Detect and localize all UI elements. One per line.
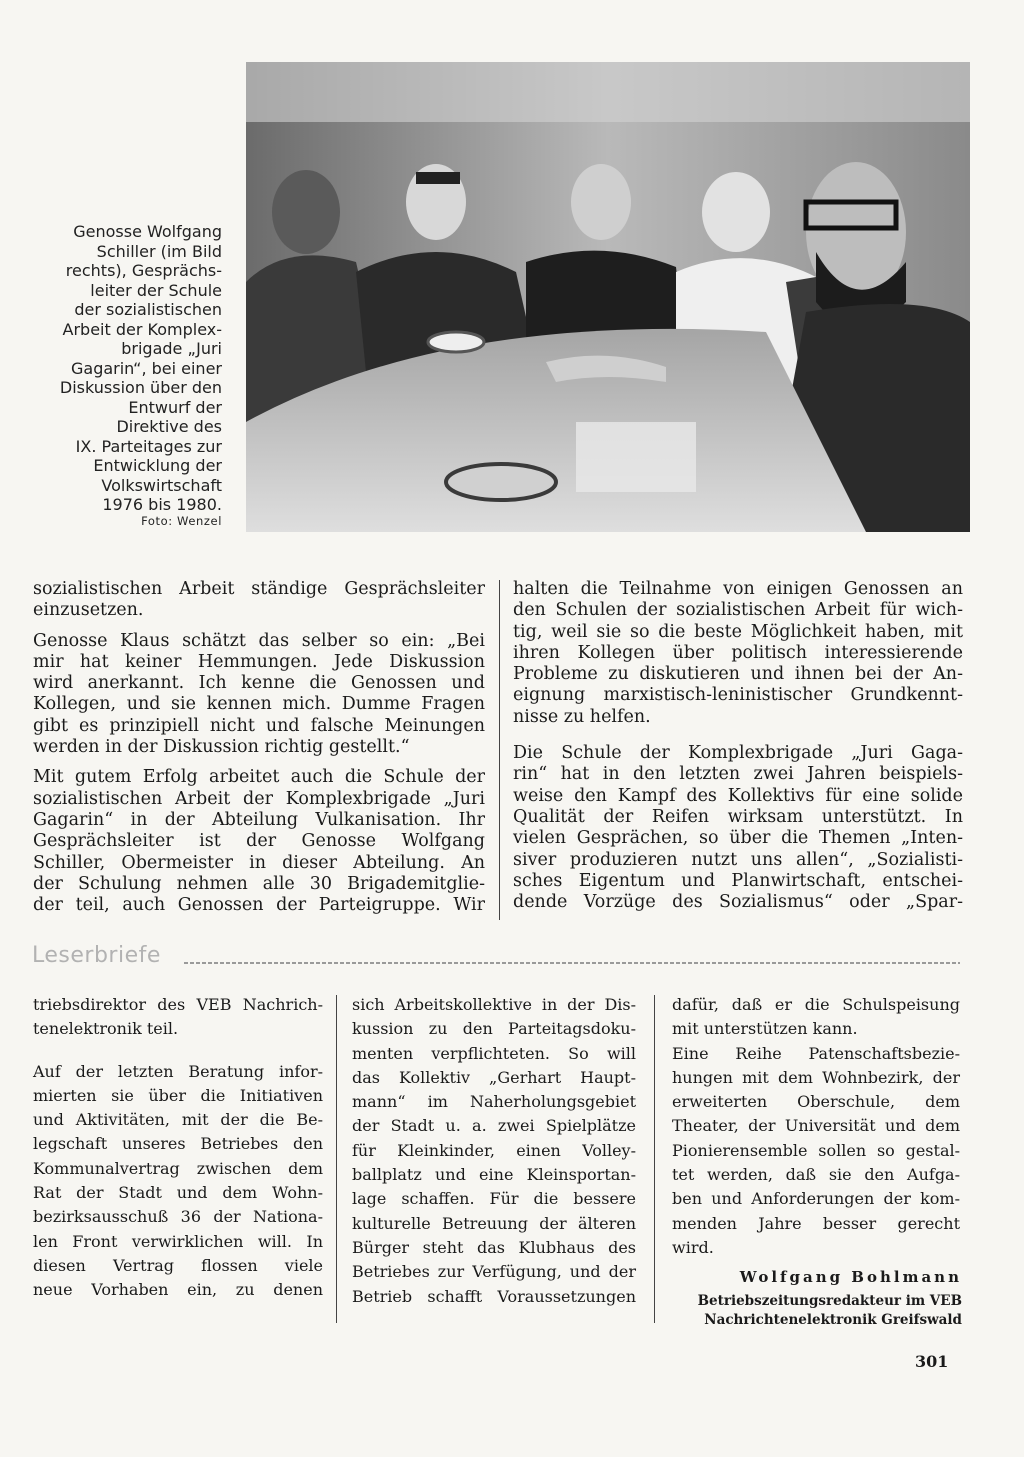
text-line: der Schulung nehmen alle 30 Brigademitglie- [33, 873, 485, 894]
text-line: hungen mit dem Wohnbezirk, der [672, 1067, 960, 1087]
text-line: ben und Anforderungen der kom- [672, 1189, 960, 1209]
text-line: gibt es prinzipiell nicht und falsche Meinungen [33, 715, 485, 736]
author-role [652, 1292, 962, 1330]
text-line: kulturelle Betreuung der älteren [352, 1213, 636, 1233]
paragraph [672, 993, 960, 1042]
text-line: der teil, auch Genossen der Parteigruppe. Wir [33, 895, 485, 916]
text-line: menden Jahre besser gerecht [672, 1213, 960, 1233]
text-line: tig, weil sie so die beste Möglichkeit haben, mit [513, 621, 963, 642]
text-line: vielen Gesprächen, so über die Themen „Inten- [513, 828, 963, 849]
text-line: ballplatz und eine Kleinsportan- [352, 1165, 636, 1185]
text-line: Auf der letzten Beratung infor- [33, 1061, 323, 1081]
paragraph [33, 993, 323, 1042]
paragraph [33, 767, 485, 916]
text-line: Qualität der Reifen wirksam unterstützt. In [513, 806, 963, 827]
column-divider [336, 995, 337, 1323]
caption-line: rechts), Gesprächs- [65, 261, 222, 280]
text-line: bezirksausschuß 36 der Nationa- [33, 1207, 323, 1227]
text-line: rin“ hat in den letzten zwei Jahren beispiels- [513, 764, 963, 785]
text-line: das Kollektiv „Gerhart Haupt- [352, 1067, 636, 1087]
text-line: Gagarin“ in der Abteilung Vulkanisation. Ihr [33, 809, 485, 830]
text-line: erweiterten Oberschule, dem [672, 1092, 960, 1112]
text-line: sozialistischen Arbeit ständige Gesprächsleiter [33, 579, 485, 599]
letter-column-1 [33, 993, 323, 1303]
paragraph [513, 579, 963, 728]
text-line: und Aktivitäten, mit der die Be- [33, 1110, 323, 1130]
text-line: kussion zu den Parteitagsdoku- [352, 1019, 636, 1039]
caption-line: der sozialistischen [74, 300, 222, 319]
text-line: Rat der Stadt und dem Wohn- [33, 1183, 323, 1203]
text-line: sozialistischen Arbeit der Komplexbrigade „Juri [33, 788, 485, 809]
column-divider [499, 580, 500, 920]
article-column-2 [513, 579, 963, 913]
text-line: für Kleinkinder, einen Volley- [352, 1140, 636, 1160]
paragraph [33, 1060, 323, 1303]
paragraph [513, 743, 963, 913]
text-line: den Schulen der sozialistischen Arbeit für wich- [513, 600, 963, 621]
paragraph [33, 579, 485, 622]
caption-line: Gagarin“, bei einer [70, 358, 222, 378]
caption-line: 1976 bis 1980. [102, 495, 222, 514]
caption-line: Arbeit der Komplex- [62, 319, 222, 339]
text-line: dende Vorzüge des Sozialismus“ oder „Spar- [513, 892, 963, 913]
text-line: mit unterstützen kann. [672, 1019, 858, 1039]
text-line: Theater, der Universität und dem [672, 1116, 960, 1136]
text-line: Betrieb schafft Voraussetzungen [352, 1286, 636, 1306]
article-column-1 [33, 579, 485, 916]
text-line: sches Eigentum und Planwirtschaft, entschei- [513, 870, 963, 891]
text-line: einzusetzen. [33, 600, 144, 621]
text-line: Betriebes zur Verfügung, und der [352, 1262, 636, 1282]
text-line: dafür, daß er die Schulspeisung [672, 995, 960, 1014]
text-line: Mit gutem Erfolg arbeitet auch die Schule der [33, 767, 485, 788]
text-line: eignung marxistisch-leninistischer Grundkennt- [513, 685, 963, 706]
text-line: mir hat keiner Hemmungen. Jede Diskussion [33, 651, 485, 672]
caption-line: Direktive des [116, 417, 222, 436]
text-line: tet werden, daß sie den Aufga- [672, 1165, 960, 1185]
text-line: werden in der Diskussion richtig gestellt.“ [33, 737, 410, 758]
caption-line: Entwicklung der [93, 456, 222, 475]
caption-line: Diskussion über den [59, 378, 222, 397]
text-line: Die Schule der Komplexbrigade „Juri Gaga- [513, 743, 963, 764]
section-divider [184, 962, 960, 964]
caption-line: brigade „Juri [121, 339, 222, 358]
text-line: mann“ im Naherholungsgebiet [352, 1092, 636, 1112]
photo-credit: Foto: Wenzel [141, 514, 222, 528]
text-line: Eine Reihe Patenschaftsbezie- [672, 1043, 960, 1063]
text-line: sich Arbeitskollektive in der Dis- [352, 995, 636, 1014]
author-role-line: Nachrichtenelektronik Greifswald [704, 1312, 962, 1328]
caption-line: leiter der Schule [90, 280, 222, 300]
text-line: mierten sie über die Initiativen [33, 1085, 323, 1105]
text-line: Probleme zu diskutieren und ihnen bei der An- [513, 664, 963, 685]
caption-line: IX. Parteitages zur [75, 436, 222, 456]
text-line: wird anerkannt. Ich kenne die Genossen und [33, 673, 485, 694]
text-line: neue Vorhaben ein, zu denen [33, 1280, 323, 1300]
text-line: len Front verwirklichen will. In [33, 1231, 323, 1251]
text-line: tenelektronik teil. [33, 1019, 179, 1039]
text-line: Bürger steht das Klubhaus des [352, 1237, 636, 1257]
caption-line: Volkswirtschaft [101, 475, 222, 495]
text-line: diesen Vertrag flossen viele [33, 1255, 323, 1275]
text-line: lage schaffen. Für die bessere [352, 1189, 636, 1209]
page-number: 301 [915, 1352, 949, 1371]
paragraph [33, 631, 485, 759]
caption-line: Genosse Wolfgang [73, 222, 222, 241]
text-line: Kommunalvertrag zwischen dem [33, 1158, 323, 1178]
photo-illustration [246, 62, 970, 532]
group-discussion-photo [246, 62, 970, 532]
photo-caption [26, 222, 222, 515]
caption-line: Schiller (im Bild [96, 241, 222, 261]
author-name: Wolfgang Bohlmann [739, 1268, 962, 1286]
text-line: menten verpflichteten. So will [352, 1043, 636, 1063]
text-line: der Stadt u. a. zwei Spielplätze [352, 1116, 636, 1136]
text-line: siver produzieren nutzt uns allen“, „Sozialisti- [513, 849, 963, 870]
text-line: Gesprächsleiter ist der Genosse Wolfgang [33, 831, 485, 852]
text-line: triebsdirektor des VEB Nachrich- [33, 995, 323, 1014]
text-line: wird. [672, 1237, 714, 1257]
letter-column-3 [672, 993, 960, 1260]
text-line: weise den Kampf des Kollektivs für eine solide [513, 785, 963, 806]
section-title-leserbriefe: Leserbriefe [32, 943, 161, 968]
text-line: Schiller, Obermeister in dieser Abteilung. An [33, 852, 485, 873]
text-line: halten die Teilnahme von einigen Genossen an [513, 579, 963, 599]
text-line: legschaft unseres Betriebes den [33, 1134, 323, 1154]
text-line: Pionierensemble sollen so gestal- [672, 1140, 960, 1160]
text-line: ihren Kollegen über politisch interessierende [513, 642, 963, 663]
letter-column-2 [352, 993, 636, 1309]
paragraph [352, 993, 636, 1309]
text-line: nisse zu helfen. [513, 706, 651, 727]
paragraph [672, 1042, 960, 1261]
text-line: Kollegen, und sie kennen mich. Dumme Fragen [33, 694, 485, 715]
author-role-line: Betriebszeitungsredakteur im VEB [697, 1293, 962, 1309]
caption-line: Entwurf der [128, 397, 222, 417]
text-line: Genosse Klaus schätzt das selber so ein: „Bei [33, 630, 485, 651]
